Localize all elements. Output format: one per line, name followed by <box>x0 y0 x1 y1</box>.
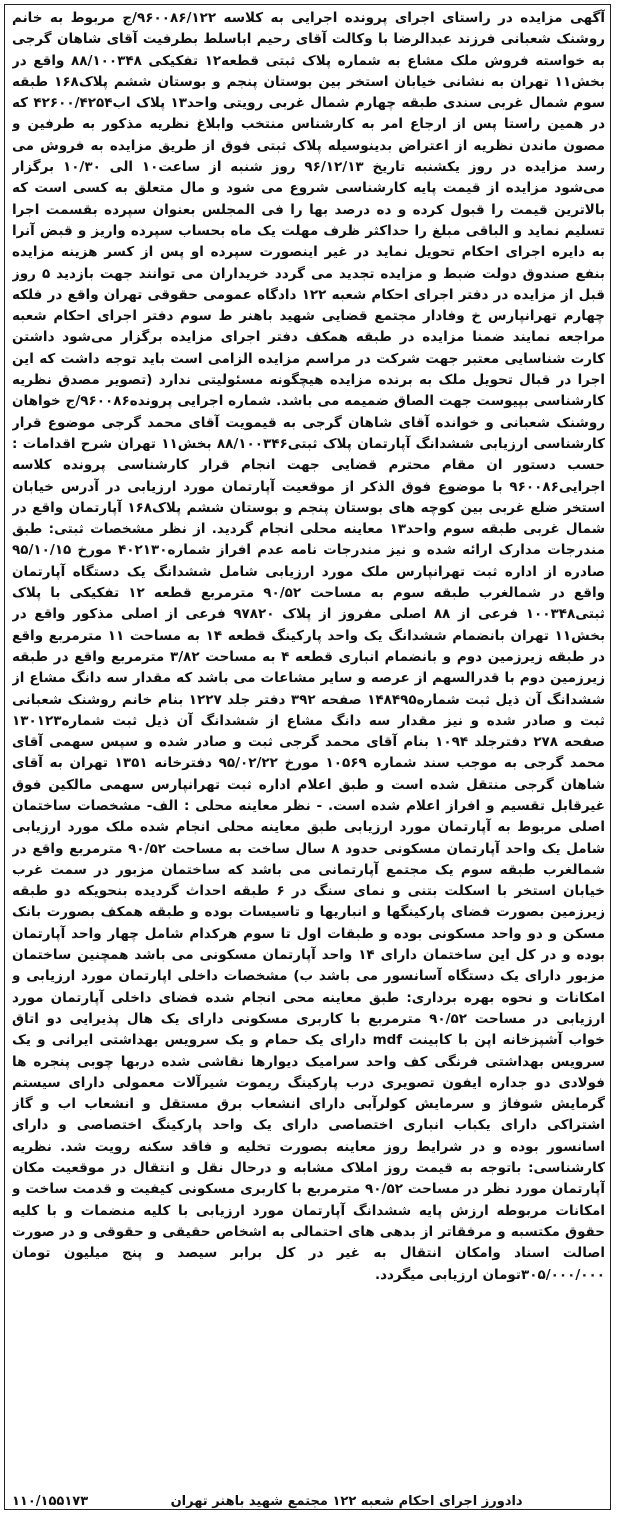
signature-line: دادورز اجرای احکام شعبه ۱۲۲ مجتمع شهید باهنر تهران <box>170 1493 523 1509</box>
notice-code: ۱۱۰/۱۵۵۱۷۳ <box>12 1493 89 1509</box>
auction-notice-body: آگهی مزایده در راستای اجرای پرونده اجرایی به کلاسه ۹۶۰۰۸۶/۱۲۲/ج مربوط به خانم روشنک شعبانی فرزند عبدالرضا با وکالت آقای رحیم اباسلط بطرفیت آقای شاهان گرجی به خواسته فروش ملک مشاع به شماره پلاک ثبتی قطعه۱۲ تفکیکی ۸۸/۱۰۰۳۴۸ واقع در بخش۱۱ تهران به نشانی خیابان استخر بین بوستان پنجم و بوستان ششم پلاک۱۶۸ طبقه سوم شمال غربی سندی طبقه چهارم شمال غربی رویتی واحد۱۳ پلاک اب۴۲۶۰۰/۴۲۵۴ که در همین راستا پس از ارجاع امر به کارشناس منتخب وابلاغ نظریه مذکور به طرفین و مصون ماندن نظریه از اعتراض بدینوسیله پلاک ثبتی فوق از طریق مزایده به فروش می رسد مزایده در روز یکشنبه تاریخ ۹۶/۱۲/۱۳ روز شنبه از ساعت۱۰ الی ۱۰/۳۰ برگزار می‌شود مزایده از قیمت پایه کارشناسی شروع می شود و مال متعلق به کسی است که بالاترین قیمت را قبول کرده و ده درصد بها را فی المجلس بعنوان سپرده بقسمت اجرا تسلیم نماید و الباقی مبلغ را حداکثر ظرف مهلت یک ماه بحساب سپرده واریز و قبض آنرا به دایره اجرای احکام تحویل نماید در غیر اینصورت سپرده او پس از کسر هزینه مزایده بنفع صندوق دولت ضبط و مزایده تجدید می گردد خریداران می توانند جهت بازدید ۵ روز قبل از مزایده در دفتر اجرای احکام شعبه ۱۲۲ دادگاه عمومی حقوقی تهران واقع در فلکه چهارم تهرانپارس خ وفادار مجتمع قضایی شهید باهنر ط سوم دفتر اجرای احکام شعبه مراجعه نمایند ضمنا مزایده در طبقه همکف دفتر اجرای مزایده برگزار می‌شود داشتن کارت شناسایی معتبر جهت شرکت در مراسم مزایده الزامی است باید توجه داشت که این اجرا در قبال تحویل ملک به برنده مزایده هیچگونه مسئولیتی ندارد (تصویر مصدق نظریه کارشناسی بپیوست جهت الصاق ضمیمه می باشد. شماره اجرایی پرونده۹۶۰۰۸۶/ج خواهان روشنک شعبانی و خوانده آقای شاهان گرجی به قیمویت آقای محمد گرجی موضوع قرار کارشناسی ارزیابی ششدانگ آپارتمان پلاک ثبتی۸۸/۱۰۰۳۴۶ بخش۱۱ تهران شرح اقدامات : حسب دستور ان مقام محترم قضایی جهت انجام قرار کارشناسی پرونده کلاسه اجرایی۹۶۰۰۸۶ با موضوع فوق الذکر از موقعیت آپارتمان مورد ارزیابی در آدرس خیابان استخر ضلع غربی بین کوچه های بوستان پنجم و بوستان ششم پلاک۱۶۸ آپارتمان واقع در شمال غربی طبقه سوم واحد۱۳ معاینه محلی انجام گردید. از نظر مشخصات ثبتی: طبق مندرجات مدارک ارائه شده و نیز مندرجات نامه عدم افراز شماره۴۰۲۱۳۰ مورخ ۹۵/۱۰/۱۵ صادره از اداره ثبت تهرانپارس ملک مورد ارزیابی شامل ششدانگ یک دستگاه آپارتمان واقع در شمالغرب طبقه سوم به مساحت ۹۰/۵۲ مترمربع قطعه ۱۲ تفکیکی با پلاک ثبتی۱۰۰۳۴۸ فرعی از ۸۸ اصلی مفروز از پلاک ۹۷۸۲۰ فرعی از اصلی مذکور واقع در بخش۱۱ تهران بانضمام ششدانگ یک واحد پارکینگ قطعه ۱۴ به مساحت ۱۱ مترمربع واقع در طبقه زیرزمین دوم و بانضمام انباری قطعه ۴ به مساحت ۳/۸۲ مترمربع واقع در طبقه زیرزمین دوم با قدرالسهم از عرصه و سایر مشاعات می باشد که مقدار سه دانگ مشاع از ششدانگ آن ذیل ثبت شماره۱۴۸۴۹۵ صفحه ۳۹۲ دفتر جلد ۱۲۲۷ بنام خانم روشنک شعبانی ثبت و صادر شده و نیز مقدار سه دانگ مشاع از ششدانگ آن ذیل ثبت شماره۱۳۰۱۲۳ صفحه ۲۷۸ دفترجلد ۱۰۹۴ بنام آقای محمد گرجی ثبت و صادر شده و سپس سهمی آقای محمد گرجی به موجب سند شماره ۱۰۵۶۹ مورخ ۹۵/۰۲/۲۲ دفترخانه ۱۳۵۱ تهران به آقای شاهان گرجی منتقل شده است و طبق اعلام اداره ثبت تهرانپارس سهمی مالکین فوق غیرقابل تقسیم و افراز اعلام شده است. - نظر معاینه محلی : الف- مشخصات ساختمان اصلی مربوط به آپارتمان مورد ارزیابی طبق معاینه محلی انجام شده ملک مورد ارزیابی شامل یک واحد آپارتمان مسکونی حدود ۸ سال ساخت به مساحت ۹۰/۵۲ مترمربع واقع در شمالغرب طبقه سوم یک مجتمع آپارتمانی می باشد که ساختمان مزبور در سمت غرب خیابان استخر با اسکلت بتنی و نمای سنگ در ۶ طبقه احداث گردیده بنحویکه دو طبقه زیرزمین بصورت فضای پارکینگها و انباریها و تاسیسات بوده و طبقه همکف بصورت بانک مسکن و دو واحد مسکونی بوده و طبقات اول تا سوم هرکدام شامل چهار واحد آپارتمان بوده و در کل این ساختمان دارای ۱۴ واحد آپارتمان مسکونی می باشد همچنین ساختمان مزبور دارای یک دستگاه آسانسور می باشد ب) مشخصات داخلی اپارتمان مورد ارزیابی و امکانات و نحوه بهره برداری: طبق معاینه محی انجام شده فضای داخلی آپارتمان مورد ارزیابی در مساحت ۹۰/۵۲ مترمربع با کاربری مسکونی دارای یک هال پذیرایی دو اتاق خواب آشپزخانه اپن با کابینت mdf دارای یک حمام و یک سرویس بهداشتی ایرانی و یک سرویس بهداشتی فرنگی کف واحد سرامیک دیوارها نقاشی شده دربها چوبی پنجره ها فولادی دو جداره ایفون تصویری درب پارکینگ ریموت شیرآلات معمولی دارای سیستم گرمایش شوفاژ و سرمایش کولرآبی دارای انشعاب برق مستقل و انشعاب اب و گاز اشتراکی دارای یکباب انباری اختصاصی دارای یک واحد پارکینگ اختصاصی و دارای اسانسور بوده و در شرایط روز معاینه بصورت تخلیه و فاقد سکنه رویت شد. نظریه کارشناسی: باتوجه به قیمت روز املاک مشابه و درحال نقل و انتقال در موقعیت مکان آپارتمان مورد نظر در مساحت ۹۰/۵۲ مترمربع با کاربری مسکونی کیفیت و قدمت ساخت و امکانات مربوطه ارزش پایه ششدانگ آپارتمان مورد ارزیابی با کلیه منضمات و با کلیه حقوق مکتسبه و مرفقاتر از بدهی های احتمالی به اشخاص حقیقی و حقوقی و در صورت اصالت اسناد وامکان انتقال به غیر در کل برابر سیصد و پنج میلیون تومان ۳۰۵/۰۰۰/۰۰۰تومان ارزیابی میگردد. <box>12 10 605 1283</box>
notice-footer <box>12 1492 605 1510</box>
